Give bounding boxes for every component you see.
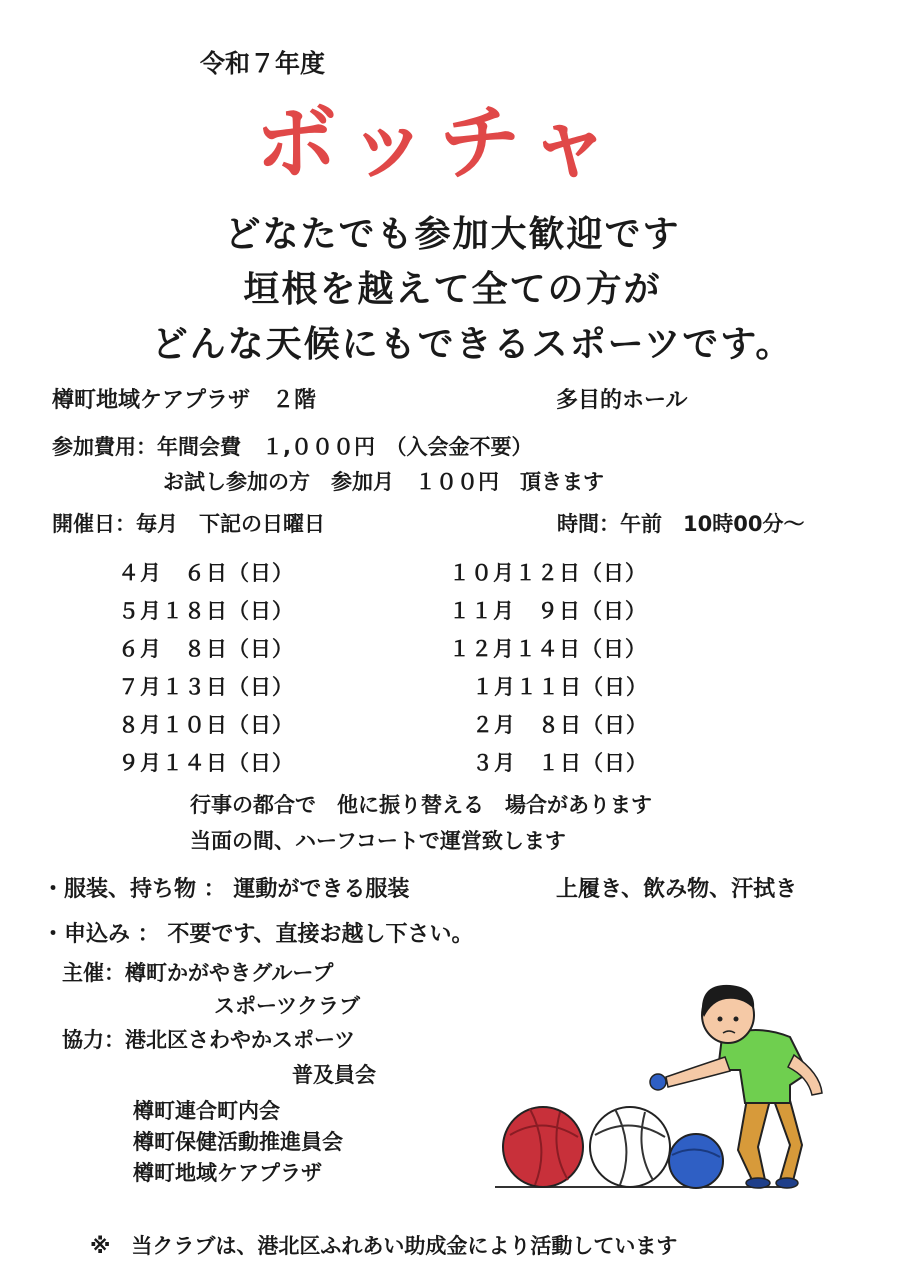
tagline-3: どんな天候にもできるスポーツです。 — [151, 324, 794, 365]
coop-sub: 普及員会 — [292, 1063, 376, 1087]
date-left-3: ６月 ８日（日） — [118, 637, 294, 661]
boccia-player-illustration — [490, 975, 860, 1200]
application-info: ・申込み ： 不要です、直接お越し下さい。 — [42, 922, 474, 947]
date-right-1: １０月１２日（日） — [449, 561, 647, 585]
date-right-5: ２月 ８日（日） — [472, 713, 648, 737]
coop-item-1: 樽町連合町内会 — [133, 1099, 280, 1123]
page-title: ボッチャ — [255, 96, 621, 191]
date-right-3: １２月１４日（日） — [449, 637, 647, 661]
schedule-time: 時間：午前 10時00分～ — [557, 512, 805, 536]
date-right-6: ３月 １日（日） — [472, 751, 648, 775]
fee-trial: お試し参加の方 参加月 １００円 頂きます — [163, 470, 604, 494]
date-left-2: ５月１８日（日） — [118, 599, 294, 623]
blue-ball-icon — [669, 1134, 723, 1188]
host-sub: スポーツクラブ — [214, 994, 360, 1018]
date-left-1: ４月 ６日（日） — [118, 561, 294, 585]
host-label: 主催：樽町かがやきグループ — [62, 961, 334, 985]
venue-room: 多目的ホール — [556, 388, 688, 413]
clothing-extra: 上履き、飲み物、汗拭き — [556, 877, 798, 902]
tagline-2: 垣根を越えて全ての方が — [243, 269, 662, 310]
red-ball-icon — [503, 1107, 583, 1187]
date-left-4: ７月１３日（日） — [118, 675, 294, 699]
footer-note: ※ 当クラブは、港北区ふれあい助成金により活動しています — [90, 1234, 678, 1258]
tagline-1: どなたでも参加大歓迎です — [224, 214, 681, 255]
coop-item-2: 樽町保健活動推進員会 — [133, 1130, 343, 1154]
date-left-6: ９月１４日（日） — [118, 751, 294, 775]
coop-label: 協力：港北区さわやかスポーツ — [62, 1028, 356, 1052]
date-right-2: １１月 ９日（日） — [449, 599, 647, 623]
jack-ball-icon — [650, 1074, 666, 1090]
note-halfcourt: 当面の間、ハーフコートで運営致します — [190, 829, 566, 853]
clothing-info: ・服装、持ち物 ： 運動ができる服装 — [42, 877, 410, 902]
venue-place: 樽町地域ケアプラザ ２階 — [52, 388, 317, 413]
date-left-5: ８月１０日（日） — [118, 713, 294, 737]
date-right-4: １月１１日（日） — [472, 675, 648, 699]
fiscal-year: 令和７年度 — [200, 49, 326, 78]
fee-annual: 参加費用：年間会費 １,０００円 （入会金不要） — [52, 435, 533, 459]
white-ball-icon — [590, 1107, 670, 1187]
note-reschedule: 行事の都合で 他に振り替える 場合があります — [190, 793, 652, 817]
coop-item-3: 樽町地域ケアプラザ — [133, 1161, 322, 1185]
schedule-days: 開催日：毎月 下記の日曜日 — [52, 512, 325, 536]
